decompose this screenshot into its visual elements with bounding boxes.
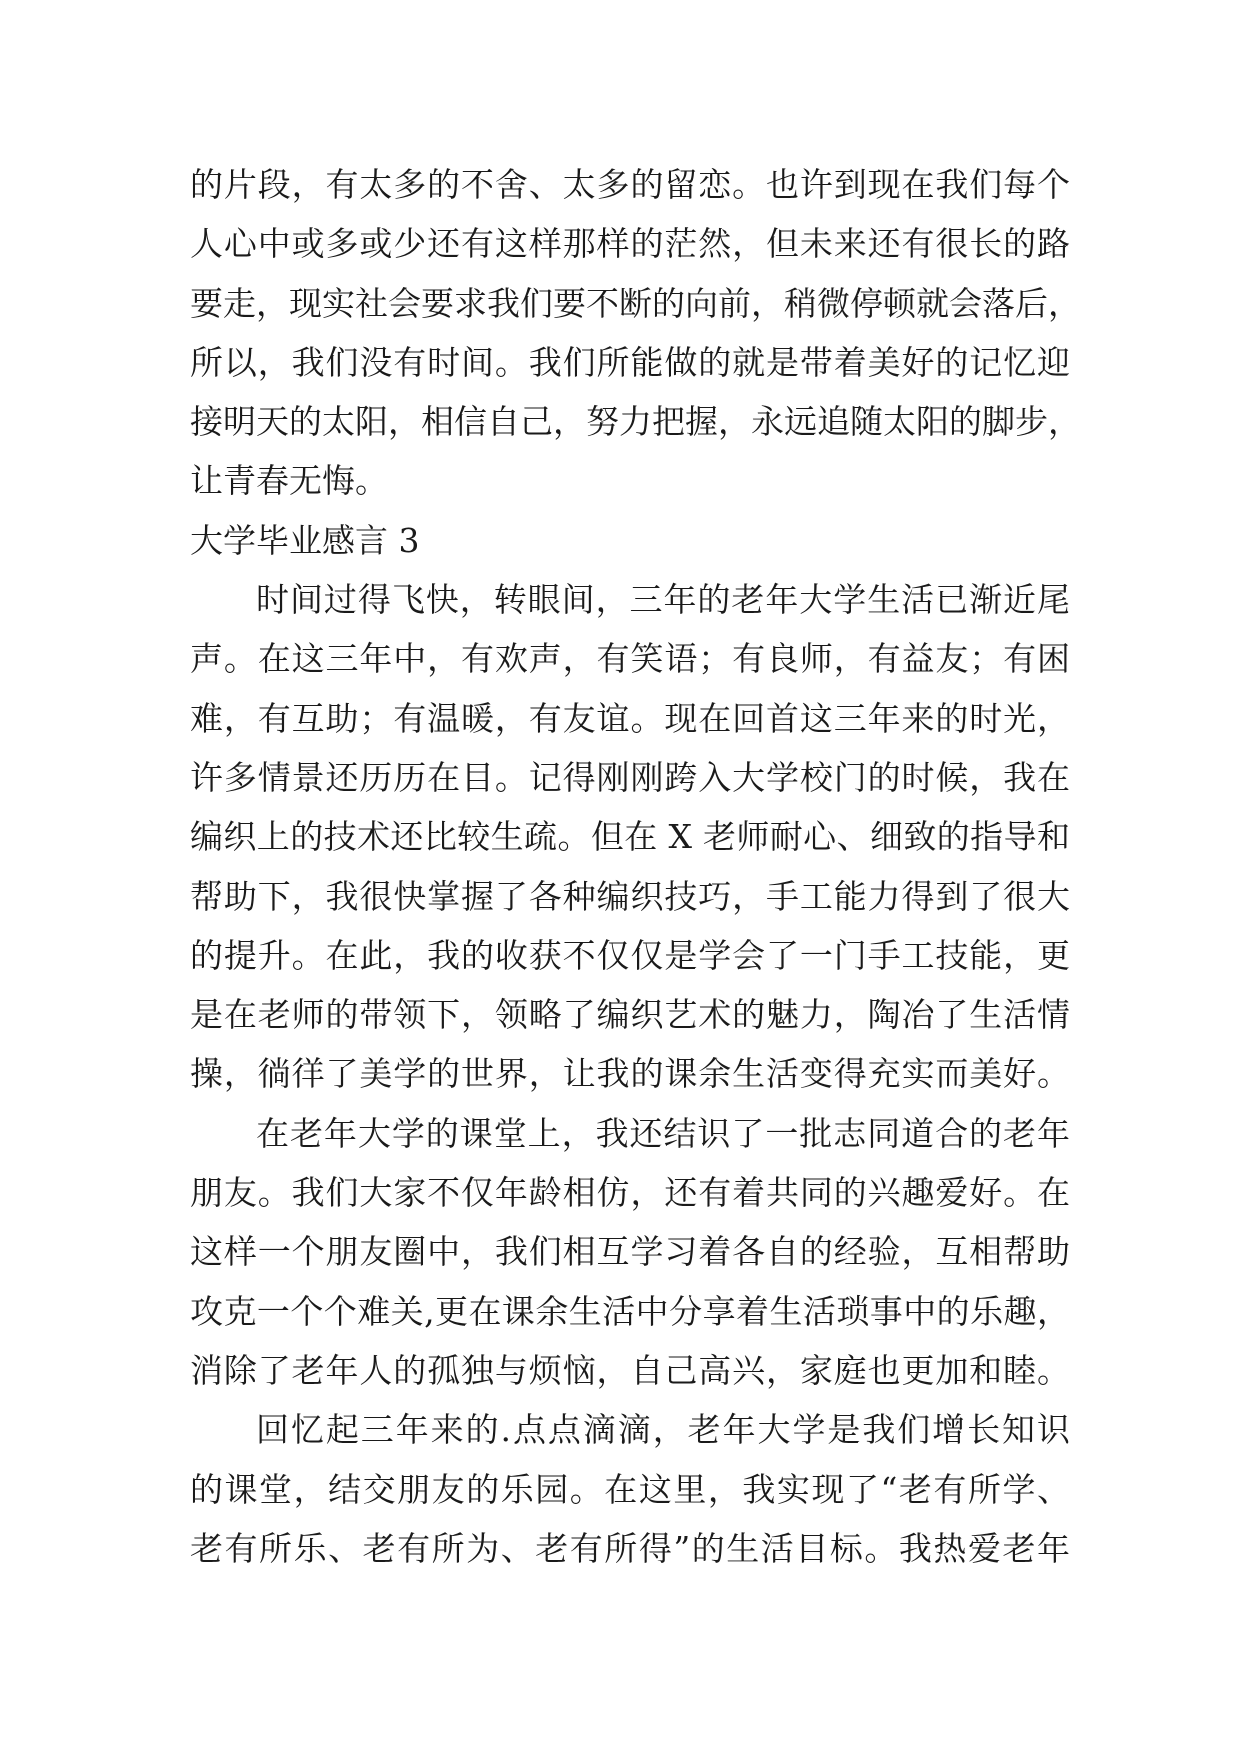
text-line: 接明天的太阳，相信自己，努力把握，永远追随太阳的脚步， (190, 402, 1081, 442)
text-line: 声。在这三年中，有欢声，有笑语；有良师，有益友；有困 (190, 639, 1070, 679)
text-line: 让青春无悔。 (190, 461, 388, 501)
text-line: 这样一个朋友圈中，我们相互学习着各自的经验，互相帮助 (190, 1232, 1070, 1272)
text-line: 许多情景还历历在目。记得刚刚跨入大学校门的时候，我在 (190, 757, 1070, 797)
text-line: 在老年大学的课堂上，我还结识了一批志同道合的老年 (256, 1113, 1070, 1153)
text-line: 消除了老年人的孤独与烦恼，自己高兴，家庭也更加和睦。 (190, 1350, 1070, 1390)
section-heading: 大学毕业感言 3 (190, 520, 420, 560)
text-line: 的片段，有太多的不舍、太多的留恋。也许到现在我们每个 (190, 165, 1070, 204)
text-line: 攻克一个个难关,更在课余生活中分享着生活琐事中的乐趣， (190, 1291, 1070, 1331)
paragraph (190, 1104, 1070, 1400)
text-line: 的课堂，结交朋友的乐园。在这里，我实现了“老有所学、 (190, 1469, 1070, 1509)
paragraph-continuation (190, 155, 1081, 511)
text-line: 难，有互助；有温暖，有友谊。现在回首这三年来的时光， (190, 698, 1070, 738)
text-line: 回忆起三年来的.点点滴滴，老年大学是我们增长知识 (256, 1410, 1070, 1450)
text-line: 帮助下，我很快掌握了各种编织技巧，手工能力得到了很大 (190, 876, 1070, 916)
text-line: 所以，我们没有时间。我们所能做的就是带着美好的记忆迎 (190, 342, 1070, 382)
text-line: 是在老师的带领下，领略了编织艺术的魅力，陶冶了生活情 (190, 995, 1070, 1035)
text-line: 朋友。我们大家不仅年龄相仿，还有着共同的兴趣爱好。在 (190, 1173, 1070, 1213)
text-line: 人心中或多或少还有这样那样的茫然，但未来还有很长的路 (190, 224, 1070, 264)
paragraph (190, 570, 1070, 1104)
document-body (190, 155, 1081, 1578)
text-line: 操，徜徉了美学的世界，让我的课余生活变得充实而美好。 (190, 1054, 1070, 1094)
text-line: 的提升。在此，我的收获不仅仅是学会了一门手工技能，更 (190, 935, 1070, 975)
paragraph (190, 1400, 1070, 1578)
text-line: 老有所乐、老有所为、老有所得”的生活目标。我热爱老年 (190, 1528, 1070, 1568)
text-line: 编织上的技术还比较生疏。但在 X 老师耐心、细致的指导和 (190, 817, 1070, 857)
text-line: 要走，现实社会要求我们要不断的向前，稍微停顿就会落后， (190, 283, 1081, 323)
text-line: 时间过得飞快，转眼间，三年的老年大学生活已渐近尾 (256, 580, 1070, 620)
